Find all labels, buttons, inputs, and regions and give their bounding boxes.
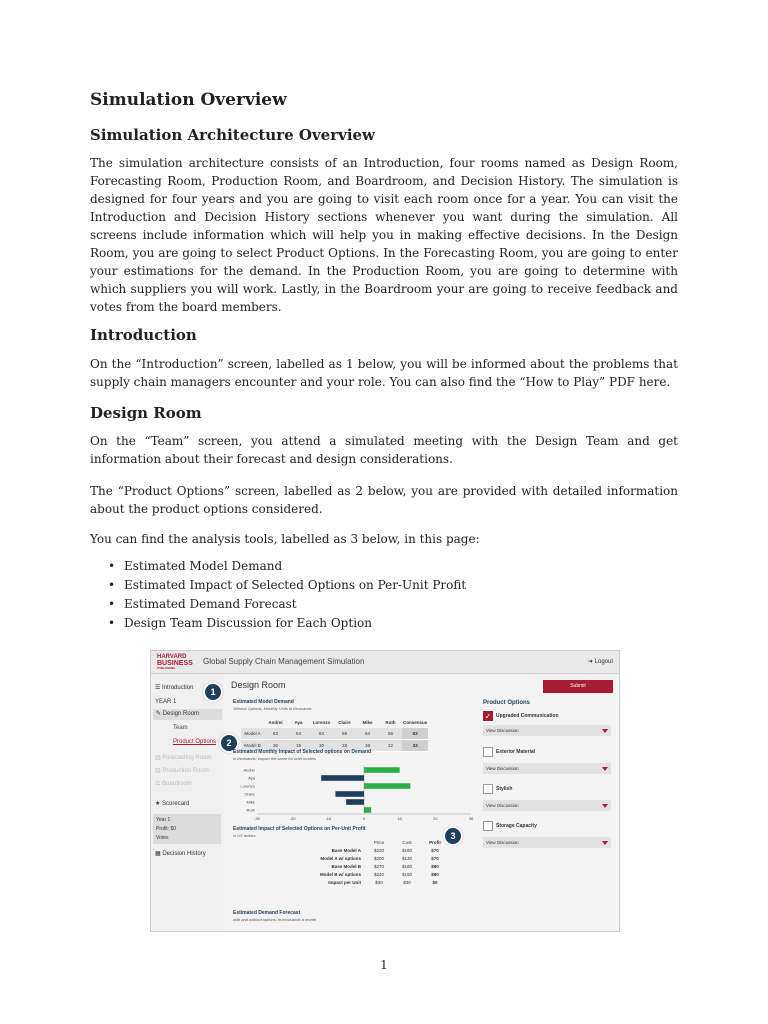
bar <box>346 799 364 805</box>
table-cell <box>241 717 264 728</box>
tools-paragraph: You can find the analysis tools, labelled as 3 below, in this page: <box>90 532 480 546</box>
category-label: Lorenzo <box>240 783 255 789</box>
star-icon: ★ <box>155 801 163 807</box>
bar <box>321 775 364 781</box>
score-votes: Votes <box>156 835 169 841</box>
table-cell: 36 <box>264 740 287 752</box>
table-cell: $30 <box>403 879 411 885</box>
table-cell: Ruth <box>385 720 396 725</box>
table-cell: 33 <box>402 740 428 752</box>
calendar-icon: ▦ <box>155 851 163 857</box>
chart-icon: ▥ <box>155 755 163 761</box>
category-label: Aya <box>248 775 255 781</box>
scorecard-panel <box>153 814 221 844</box>
option-label: Stylish <box>496 786 513 792</box>
table-cell: Model B w/ options <box>320 871 361 877</box>
chevron-down-icon <box>602 729 608 733</box>
app-header <box>151 651 619 674</box>
table-cell: Model A w/ options <box>320 855 361 861</box>
table-cell: 59 <box>333 728 356 740</box>
table-cell: $200 <box>373 855 384 861</box>
table-cell: 64 <box>356 728 379 740</box>
select-value: View Discussion <box>486 728 519 733</box>
table-cell: 64 <box>310 728 333 740</box>
tick-label: -30 <box>254 816 260 821</box>
table-cell: 56 <box>379 728 402 740</box>
bar <box>364 807 371 813</box>
table-cell: 38 <box>356 740 379 752</box>
category-label: Ruth <box>246 807 255 813</box>
submit-button[interactable]: Submit <box>543 680 613 693</box>
table-cell: Base Model A <box>331 847 361 853</box>
sidebar-item-label: Forecasting Room <box>162 755 212 761</box>
sidebar-item-team[interactable]: Team <box>173 725 188 731</box>
table-cell: 63 <box>402 728 428 740</box>
design-room-heading: Design Room <box>90 404 202 422</box>
sidebar-item-label: Introduction <box>162 685 194 691</box>
view-discussion-select[interactable] <box>483 837 611 848</box>
architecture-paragraph: The simulation architecture consists of an Introduction, four rooms named as Design Room, Forecasting Room, Production Room, and Boardroom, and Decision History. The simulation is designed for four years and you are going to visit each room once for a year. You can visit the Introduction and Decision History sections whenever you want during the simulation. All screens include information which will help you in making effective decisions. In the Design Room, you are going to select Product Options. In the Forecasting Room, you are going to enter your estimations for the demand. In the Production Room, you are going to determine with which suppliers you will work. Lastly, in the Boardroom your are going to receive feedback and votes from the board members. <box>90 156 678 314</box>
logout-icon: ➜ <box>587 659 595 665</box>
sidebar-item-label: Design Room <box>162 711 200 717</box>
table-cell: $70 <box>431 847 439 853</box>
option-checkbox[interactable] <box>483 747 493 757</box>
page-title: Simulation Overview <box>90 90 287 110</box>
table-cell: 30 <box>310 740 333 752</box>
tick-label: -10 <box>325 816 332 821</box>
table-cell: Claire <box>338 720 351 725</box>
main-panel <box>227 674 479 931</box>
forecast-subtitle: with and without options, in thousands a month <box>233 917 317 922</box>
table-cell: 22 <box>379 740 402 752</box>
tools-list <box>106 557 466 633</box>
sidebar-item-decision-history[interactable] <box>155 850 206 857</box>
demand-subtitle: Without Options; Monthly Units in thousands <box>233 706 312 711</box>
logo-text: HARVARD <box>157 654 187 660</box>
table-cell: $0 <box>432 879 438 885</box>
chevron-down-icon <box>602 804 608 808</box>
sidebar <box>151 674 224 931</box>
main-title: Design Room <box>231 680 286 690</box>
chevron-down-icon <box>602 767 608 771</box>
logo-text: BUSINESS <box>157 660 193 667</box>
view-discussion-select[interactable] <box>483 800 611 811</box>
category-label: Andrei <box>243 767 255 773</box>
architecture-heading: Simulation Architecture Overview <box>90 126 375 144</box>
sidebar-item-production-room[interactable] <box>155 767 209 774</box>
table-cell: Andrei <box>268 720 283 725</box>
gavel-icon: ⚖ <box>155 781 163 787</box>
demand-table <box>241 717 428 752</box>
table-cell: 54 <box>287 728 310 740</box>
tick-label: 0 <box>362 816 366 821</box>
options-title: Product Options <box>483 700 530 706</box>
option-checkbox[interactable] <box>483 784 493 794</box>
table-cell: $130 <box>401 855 412 861</box>
sidebar-item-label: Decision History <box>162 851 206 857</box>
introduction-paragraph: On the “Introduction” screen, labelled as 1 below, you will be informed about the problems that supply chain managers encounter and your role. You can also find the “How to Play” PDF here. <box>90 357 678 389</box>
sidebar-item-design-room[interactable] <box>153 709 222 720</box>
table-cell: Model A <box>241 728 264 740</box>
page-number: 1 <box>380 958 388 972</box>
table-cell: $30 <box>375 879 383 885</box>
product-options-paragraph: The “Product Options” screen, labelled as 2 below, you are provided with detailed information about the product options considered. <box>90 484 678 516</box>
list-item: • Estimated Model Demand <box>106 557 466 576</box>
impact-chart <box>235 762 479 824</box>
team-paragraph: On the “Team” screen, you attend a simulated meeting with the Design Team and get information about their forecast and design considerations. <box>90 434 678 466</box>
table-cell: 28 <box>333 740 356 752</box>
profit-title: Estimated Impact of Selected Options on Per-Unit Profit <box>233 826 366 832</box>
table-cell: $240 <box>373 871 384 877</box>
table-cell <box>267 838 365 846</box>
select-value: View Discussion <box>486 803 519 808</box>
table-cell: 19 <box>287 740 310 752</box>
table-cell: $180 <box>401 863 412 869</box>
menu-icon: ☰ <box>155 685 163 691</box>
table-cell: Mike <box>362 720 373 725</box>
option-checkbox[interactable]: ✓ <box>484 712 492 721</box>
sidebar-item-boardroom[interactable] <box>155 780 192 787</box>
pencil-icon: ✎ <box>156 711 163 717</box>
sidebar-item-introduction[interactable] <box>155 684 193 691</box>
table-cell: $150 <box>401 871 412 877</box>
table-cell: Model B <box>241 740 264 752</box>
table-cell: $220 <box>373 847 384 853</box>
introduction-heading: Introduction <box>90 326 197 344</box>
table-cell: 63 <box>264 728 287 740</box>
select-value: View Discussion <box>486 766 519 771</box>
profit-table <box>267 838 449 886</box>
table-cell: Lorenzo <box>312 720 331 725</box>
callout-badge-3: 3 <box>443 826 463 846</box>
table-cell: Aya <box>294 720 303 725</box>
bar <box>364 767 400 773</box>
table-cell: Profit <box>429 839 441 845</box>
year-label: YEAR 1 <box>155 699 177 705</box>
chevron-down-icon <box>602 841 608 845</box>
option-checkbox[interactable] <box>483 821 493 831</box>
tick-label: 30 <box>468 816 474 821</box>
score-year: Year 1 <box>156 817 171 823</box>
forecast-title: Estimated Demand Forecast <box>233 910 301 916</box>
callout-badge-1: 1 <box>203 682 223 702</box>
option-label: Exterior Material <box>496 749 536 755</box>
logo-text: PUBLISHING <box>157 666 176 670</box>
category-label: Mike <box>246 799 255 805</box>
logout-label: Logout <box>594 659 613 665</box>
app-title: Global Supply Chain Management Simulation <box>203 657 365 666</box>
sidebar-item-scorecard[interactable] <box>155 800 189 807</box>
option-label: Storage Capacity <box>496 823 537 829</box>
demand-title: Estimated Model Demand <box>233 699 294 705</box>
impact-title: Estimated Monthly Impact of Selected options on Demand <box>233 749 372 755</box>
table-cell: $270 <box>373 863 384 869</box>
tick-label: 20 <box>433 816 438 821</box>
list-item: • Design Team Discussion for Each Option <box>106 614 466 633</box>
simulation-screenshot-figure <box>150 650 620 932</box>
tick-label: 10 <box>397 816 402 821</box>
table-cell: $160 <box>401 847 412 853</box>
view-discussion-select[interactable] <box>483 725 611 736</box>
bar <box>335 791 364 797</box>
table-cell: $90 <box>431 863 439 869</box>
sidebar-item-label: Production Room <box>162 768 209 774</box>
chart-icon: ▥ <box>155 768 163 774</box>
view-discussion-select[interactable] <box>483 763 611 774</box>
logout-button[interactable] <box>588 658 613 665</box>
table-cell: $70 <box>431 855 439 861</box>
sidebar-item-label: Scorecard <box>162 801 190 807</box>
sidebar-item-forecasting-room[interactable] <box>155 754 211 761</box>
table-cell: Impact per Unit <box>328 879 361 885</box>
sidebar-item-product-options[interactable]: Product Options <box>173 739 217 745</box>
table-cell: Consensus <box>403 720 428 725</box>
select-value: View Discussion <box>486 840 519 845</box>
tick-label: -20 <box>289 816 296 821</box>
sidebar-item-label: Boardroom <box>162 781 192 787</box>
table-cell: Price <box>373 839 385 845</box>
list-item: • Estimated Impact of Selected Options on Per-Unit Profit <box>106 576 466 595</box>
callout-badge-2: 2 <box>219 733 239 753</box>
score-profit: Profit: $0 <box>156 826 177 832</box>
impact-subtitle: in thousands; impact the same for both models <box>233 756 316 761</box>
category-label: Claire <box>244 791 255 797</box>
table-cell: $90 <box>431 871 439 877</box>
bar <box>364 783 410 789</box>
profit-subtitle: in US dollars <box>233 833 256 838</box>
table-cell: Cost <box>402 839 412 845</box>
list-item: • Estimated Demand Forecast <box>106 595 466 614</box>
table-cell: Base Model B <box>331 863 361 869</box>
options-panel <box>481 674 617 931</box>
hbp-logo <box>157 654 201 669</box>
option-label: Upgraded Communication <box>496 713 559 719</box>
